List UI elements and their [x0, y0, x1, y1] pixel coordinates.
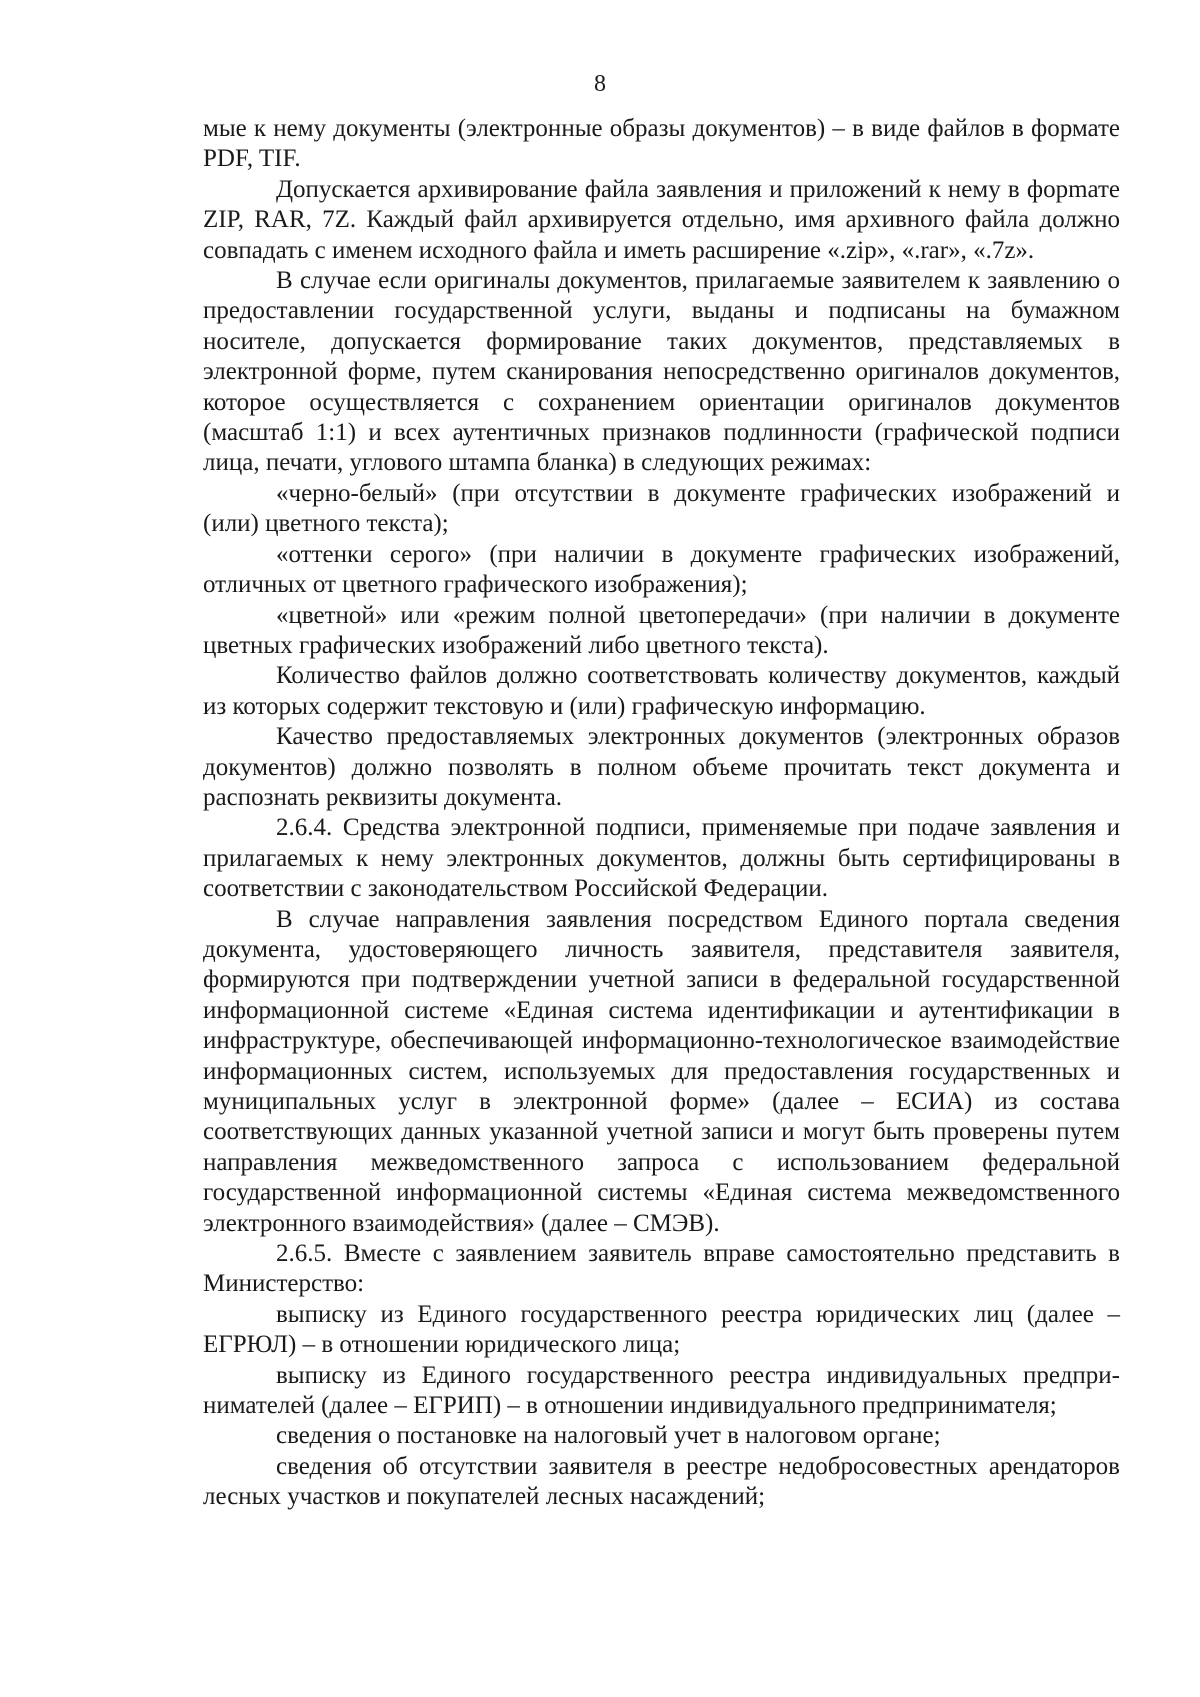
list-item-black-white: «черно-белый» (при отсутствии в документе графических изображений и (или) цветного текста);	[203, 479, 1120, 538]
list-item-egrul: выписку из Единого государственного реестра юридических лиц (далее – ЕГРЮЛ) – в отношении юридического лица;	[203, 1300, 1120, 1359]
list-item-egrip: выписку из Единого государственного реестра индивидуальных предпринимателей (далее – ЕГРИП) – в отношении индивидуального предпринимателя;	[203, 1361, 1120, 1420]
paragraph-esia: В случае направления заявления посредством Единого портала сведения документа, удостоверяющего личность заявителя, представителя заявителя, формируются при подтверждении учетной записи в федеральной государственной информационной системе «Единая система идентификации и аутентификации в инфраструктуре, обеспечивающей информационно-технологическое взаимодействие информационных систем, используемых для предоставления государственных и муниципальных услуг в электронной форме» (далее – ЕСИА) из состава соответствующих данных указанной учетной записи и могут быть проверены путем направления межведомственного запроса с использованием федеральной государственной информационной системы «Единая система межведомственного электронного взаимодействия» (далее – СМЭВ).	[203, 905, 1120, 1237]
paragraph-archive-formats: Допускается архивирование файла заявления и приложений к нему в форmате ZIP, RAR, 7Z. Каждый файл архивируется отдельно, имя архивного файла должно совпадать с именем исходного файла и иметь расширение «.zip», «.rar», «.7z».	[203, 175, 1120, 264]
list-item-color: «цветной» или «режим полной цветопередачи» (при наличии в документе цветных графических изображений либо цветного текста).	[203, 601, 1120, 659]
paragraph-file-count: Количество файлов должно соответствовать количеству документов, каждый из которых содержит текстовую и (или) графическую информацию.	[203, 662, 1120, 720]
page-number: 8	[594, 71, 606, 97]
paragraph-scanning-originals: В случае если оригиналы документов, прилагаемые заявителем к заявлению о предоставлении государственной услуги, выданы и подписаны на бумажном носителе, допускается формирование таких документов, представляемых в электронной форме, путем сканирования непосредственно оригиналов документов, которое осуществляется с сохранением ориентации оригиналов документов (масштаб 1:1) и всех аутентичных признаков подлинности (графической подписи лица, печати, углового штампа бланка) в следующих режимах:	[203, 267, 1120, 477]
list-item-unscrupulous-registry: сведения об отсутствии заявителя в реестре недобросовестных арендаторов лесных участков и покупателей лесных насаждений;	[203, 1452, 1120, 1511]
paragraph-continuation: мые к нему документы (электронные образы документов) – в виде файлов в формате PDF, TIF.	[203, 115, 1120, 173]
list-item-grayscale: «оттенки серого» (при наличии в документе графических изображений, отличных от цветного графического изображения);	[203, 540, 1120, 599]
paragraph-quality: Качество предоставляемых электронных документов (электронных образов документов) должно позволять в полном объеме прочитать текст документа и распознать реквизиты документа.	[203, 723, 1120, 811]
document-body	[203, 114, 1120, 1513]
section-2-6-5: 2.6.5. Вместе с заявлением заявитель вправе самостоятельно представить в Министерство:	[203, 1240, 1120, 1298]
section-2-6-4: 2.6.4. Средства электронной подписи, применяемые при подаче заявления и прилагаемых к нему электронных документов, должны быть сертифицированы в соответствии с законодательством Российской Федерации.	[203, 814, 1120, 903]
list-item-tax-registration: сведения о постановке на налоговый учет в налоговом органе;	[276, 1422, 941, 1450]
